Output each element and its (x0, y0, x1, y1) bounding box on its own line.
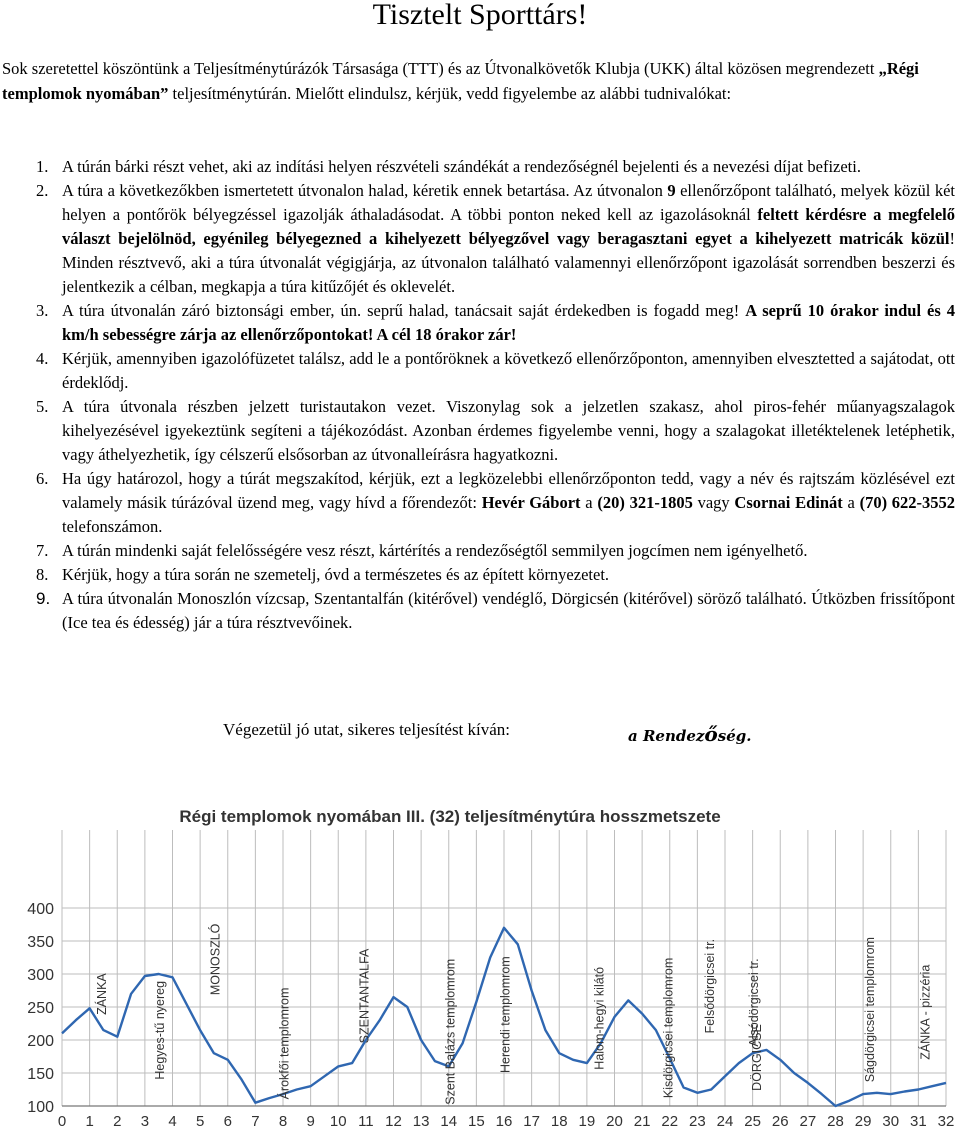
x-tick-label: 0 (57, 1113, 67, 1130)
rules-list (0, 155, 955, 635)
intro-text-start: Sok szeretettel köszöntünk a Teljesítménytúrázók Társasága (TTT) és az Útvonalkövetők Klubja (UKK) által közösen megrendezett (2, 59, 879, 78)
x-tick-label: 19 (578, 1113, 596, 1130)
x-tick-label: 30 (882, 1113, 900, 1130)
x-tick-label: 2 (113, 1113, 122, 1130)
rule-text-bold: Csornai Edinát (734, 493, 843, 512)
rule-text: vagy (692, 493, 735, 512)
chart-annotation: ZÁNKA - pizzéria (918, 964, 933, 1060)
chart-annotation: Halom-hegyi kilátó (592, 966, 607, 1070)
y-tick-label: 350 (27, 934, 54, 951)
rule-number: 8. (36, 565, 49, 584)
x-tick-label: 23 (689, 1113, 706, 1130)
chart-annotation: Árokfői templomrom (277, 987, 292, 1100)
rule-text: Kérjük, amennyiben igazolófüzetet találsz, add le a pontőröknek a következő ellenőrzőponton, amennyiben elvesztetted a sajátodat, ott érdeklődj. (62, 349, 955, 392)
signature-part-1: a Rendez (628, 727, 705, 745)
x-tick-label: 6 (223, 1113, 232, 1130)
x-tick-label: 4 (168, 1113, 177, 1130)
rule-text-bold: A seprű 10 órakor indul és 4 km/h sebességre zárja az ellenőrzőpontokat! A cél 18 órakor zár! (62, 301, 955, 344)
rule-number: 1. (36, 157, 49, 176)
rule-text: telefonszámon. (62, 517, 163, 536)
rule-number: 4. (36, 349, 49, 368)
x-tick-label: 9 (306, 1113, 315, 1130)
rule-number: 5. (36, 397, 49, 416)
rule-text: A túra útvonala részben jelzett turistautakon vezet. Viszonylag sok a jelzetlen szakasz, ahol piros-fehér műanyagszalagok kihelyezésével igyekeztünk segíteni a tájékozódást. Azonban érdemes figyelembe venni, hogy a szalagokat illetéktelenek letéphetik, vagy áthelyezhetik, így célszerű elsősorban az útvonalleírásra hagyatkozni. (62, 397, 955, 464)
x-tick-label: 10 (329, 1113, 347, 1130)
y-tick-label: 200 (27, 1033, 54, 1050)
rule-text-bold: Hevér Gábort (481, 493, 581, 512)
rule-text-bold: feltett kérdésre a megfelelő választ bejelölnöd, egyénileg bélyegezned a kihelyezett bélyegzővel vagy beragasztani egyet a kihelyezett matricák közül (62, 205, 955, 248)
chart-annotation: ZÁNKA (95, 973, 110, 1015)
x-tick-label: 22 (661, 1113, 679, 1130)
y-tick-label: 250 (27, 1000, 54, 1017)
chart-annotation: MONOSZLÓ (208, 923, 223, 996)
rule-text: A túrán mindenki saját felelősségére vesz részt, kártérítés a rendezőségtől semmilyen jogcímen nem igényelhető. (62, 541, 808, 560)
y-tick-label: 400 (27, 901, 54, 918)
rule-text: A túra a következőkben ismertetett útvonalon halad, kéretik ennek betartása. Az útvonalon (62, 181, 668, 200)
x-tick-label: 12 (385, 1113, 402, 1130)
x-tick-label: 18 (550, 1113, 568, 1130)
x-tick-label: 29 (854, 1113, 872, 1130)
rule-number: 3. (36, 301, 49, 320)
rule-number: 7. (36, 541, 49, 560)
x-tick-label: 31 (910, 1113, 927, 1130)
chart-annotation: SZENTANTALFA (357, 948, 372, 1044)
rule-item (0, 155, 955, 179)
rule-text: A túra útvonalán záró biztonsági ember, ún. seprű halad, tanácsait saját érdekedben is fogadd meg! (62, 301, 746, 320)
rule-text-bold: 9 (667, 181, 676, 200)
x-tick-label: 26 (771, 1113, 789, 1130)
x-tick-label: 13 (412, 1113, 430, 1130)
page-title: Tisztelt Sporttárs! (372, 0, 588, 31)
rule-item (0, 347, 955, 395)
rule-text: a (842, 493, 860, 512)
intro-paragraph (2, 56, 952, 106)
rule-number: 6. (36, 469, 49, 488)
rule-text-bold: (20) 321-1805 (597, 493, 693, 512)
chart-annotation: Kisdörgicsei templomrom (661, 957, 676, 1099)
rule-text: a (580, 493, 598, 512)
elevation-profile-chart (0, 790, 960, 1130)
rule-number: 2. (36, 181, 49, 200)
rule-item (0, 587, 955, 635)
x-tick-label: 17 (523, 1113, 540, 1130)
x-tick-label: 20 (606, 1113, 623, 1130)
chart-annotation: Felsődörgicsei tr. (702, 938, 717, 1034)
rule-text: Ha úgy határozol, hogy a túrát megszakítod, kérjük, ezt a legközelebbi ellenőrzőponton tedd, vagy a név és rajtszám közlésével ezt valamely másik túrázóval üzend meg, vagy hívd a főrendezőt: (62, 469, 955, 512)
x-tick-label: 15 (468, 1113, 485, 1130)
y-tick-label: 300 (27, 967, 54, 984)
rule-text: A túrán bárki részt vehet, aki az indítási helyen részvételi szándékát a rendezőségnél bejelenti és a nevezési díjat befizeti. (62, 157, 861, 176)
x-tick-label: 24 (716, 1113, 734, 1130)
x-tick-label: 32 (937, 1113, 955, 1130)
chart-annotation: Herendi templomrom (498, 956, 513, 1073)
x-tick-label: 25 (744, 1113, 761, 1130)
x-tick-label: 11 (358, 1113, 374, 1130)
rule-item (0, 299, 955, 347)
tour-name: „Régi templomok nyomában” (2, 59, 919, 103)
x-tick-label: 1 (85, 1113, 94, 1130)
x-tick-label: 8 (278, 1113, 288, 1130)
signature-part-2: ő (704, 722, 718, 746)
chart-annotation: DÖRGICSE (749, 1024, 764, 1091)
rule-text: ! Minden résztvevő, aki a túra útvonalát végigjárja, az útvonalon található valamennyi ellenőrzőpont igazolását sorrendben beszerzi és jelentkezik a célban, megkapja a túra kitűzőjét és oklevelét. (62, 229, 955, 296)
x-tick-label: 21 (633, 1113, 651, 1130)
rule-item (0, 563, 955, 587)
rule-item (0, 395, 955, 467)
x-tick-label: 28 (827, 1113, 844, 1130)
x-tick-label: 3 (140, 1113, 150, 1130)
signature (628, 722, 751, 746)
rule-item (0, 539, 955, 563)
chart-annotation: Alsódörgicsei tr. (747, 958, 762, 1047)
rule-text: ellenőrzőpont található, melyek közül két helyen a pontőrök bélyegzéssel igazolják áthaladásodat. A többi ponton neked kell az igazolásoknál (62, 181, 956, 224)
rule-number: 9. (36, 589, 51, 608)
x-tick-label: 14 (440, 1113, 458, 1130)
x-tick-label: 7 (251, 1113, 260, 1130)
rule-text-bold: (70) 622-3552 (859, 493, 956, 512)
chart-annotation: Ságdörgicsei templomrom (863, 937, 878, 1083)
chart-annotation: Szent Balázs templomrom (443, 958, 458, 1105)
rule-text: A túra útvonalán Monoszlón vízcsap, Szentantalfán (kitérővel) vendéglő, Dörgicsén (kitérővel) söröző található. Útközben frissítőpont (Ice tea és édesség) jár a túra résztvevőinek. (62, 589, 955, 632)
intro-text-end: teljesítménytúrán. Mielőtt elindulsz, kérjük, vedd figyelembe az alábbi tudnivalókat: (168, 84, 732, 103)
signature-part-3: ség. (717, 727, 752, 745)
y-tick-label: 150 (27, 1066, 54, 1083)
y-tick-label: 100 (27, 1099, 54, 1116)
chart-title: Régi templomok nyomában III. (32) teljesítménytúra hosszmetszete (179, 807, 721, 826)
rule-item (0, 179, 955, 299)
closing-text: Végezetül jó utat, sikeres teljesítést kíván: (223, 720, 511, 739)
rule-item (0, 467, 955, 539)
x-tick-label: 16 (495, 1113, 513, 1130)
rule-text: Kérjük, hogy a túra során ne szemetelj, óvd a természetes és az épített környezetet. (62, 565, 610, 584)
x-tick-label: 27 (799, 1113, 817, 1130)
chart-annotation: Hegyes-tű nyereg (153, 980, 168, 1080)
x-tick-label: 5 (195, 1113, 205, 1130)
